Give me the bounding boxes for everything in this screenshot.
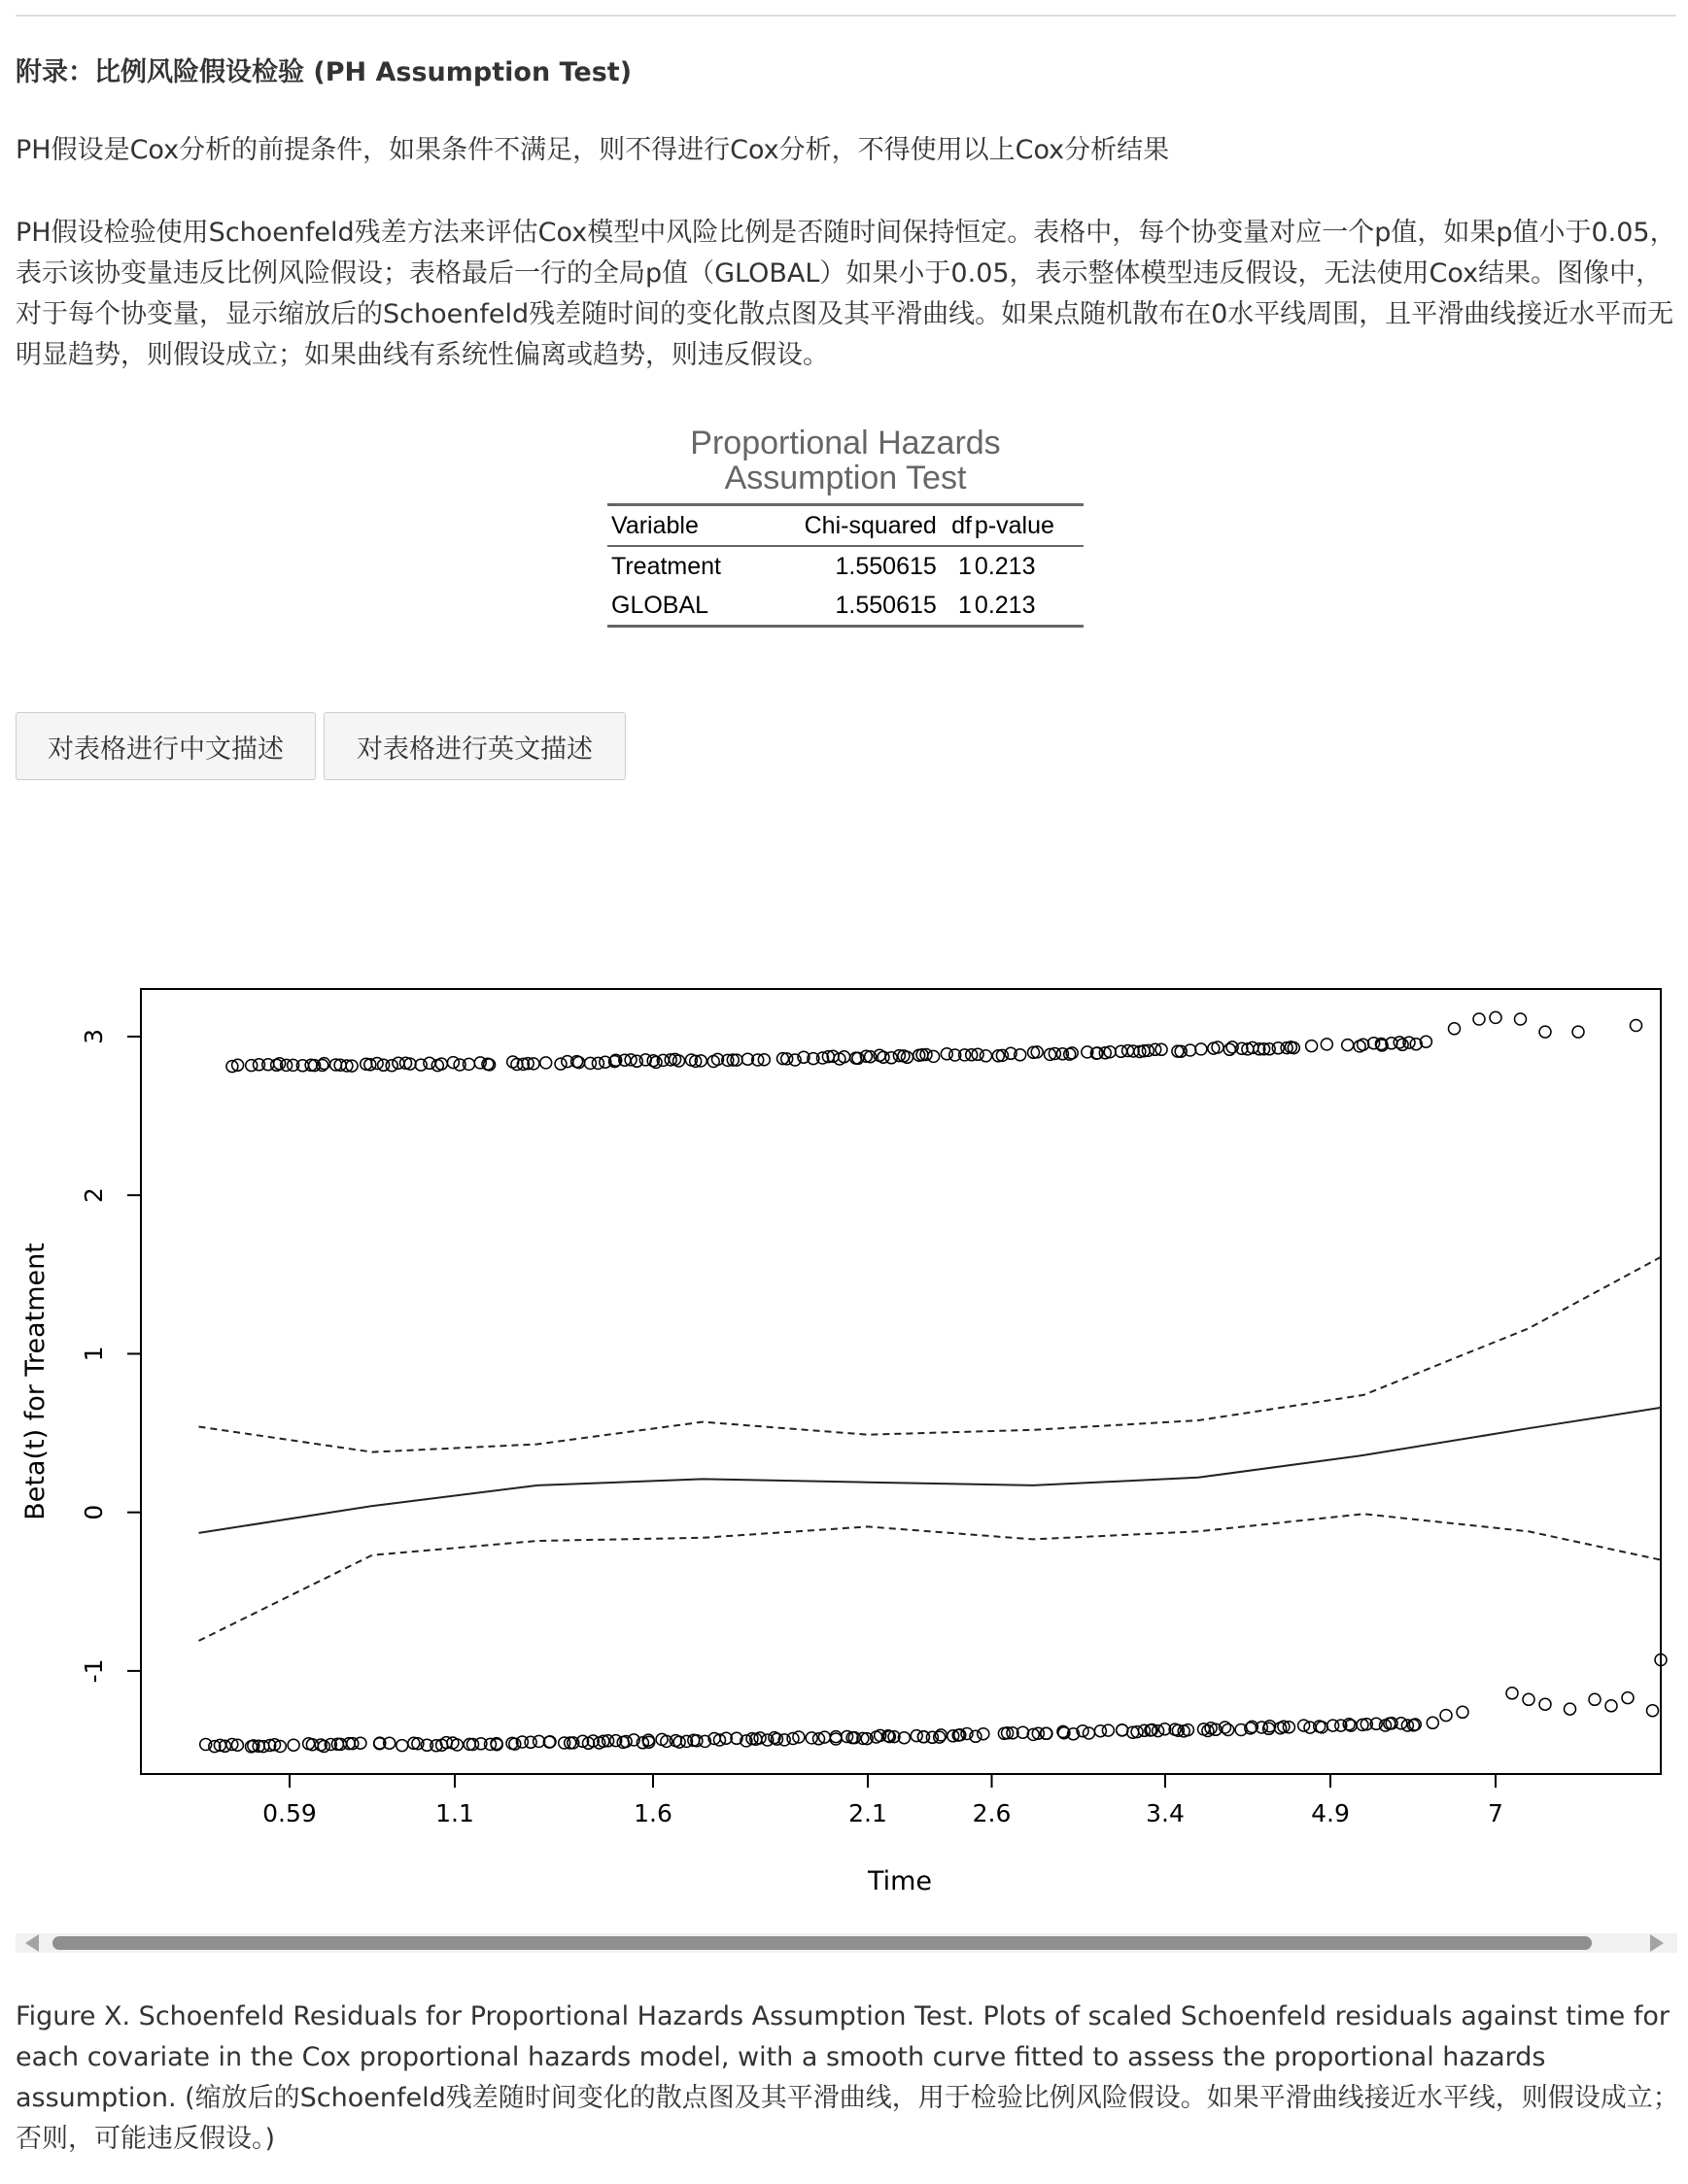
residual-point <box>885 1052 897 1064</box>
residual-point <box>464 1058 475 1070</box>
y-tick-label: 0 <box>80 1504 108 1520</box>
x-tick-label: 0.59 <box>262 1799 317 1827</box>
residual-point <box>1396 1039 1408 1050</box>
scroll-right-arrow-icon[interactable] <box>1650 1934 1664 1952</box>
residual-point <box>1195 1043 1207 1055</box>
residual-point <box>978 1728 989 1740</box>
residual-point <box>540 1057 552 1069</box>
residual-point <box>1605 1700 1617 1712</box>
cell-df: 1 <box>958 552 972 580</box>
residual-point <box>1539 1026 1551 1038</box>
describe-table-english-button[interactable]: 对表格进行英文描述 <box>324 712 626 780</box>
residual-point <box>1622 1692 1634 1704</box>
residual-point <box>1515 1013 1527 1025</box>
residual-point <box>451 1739 463 1751</box>
residual-point <box>1589 1693 1601 1705</box>
header-chi-squared: Chi-squared <box>804 511 937 539</box>
cell-p-value: 0.213 <box>974 552 1036 580</box>
x-tick-label: 1.6 <box>634 1799 672 1827</box>
residual-point <box>941 1048 952 1060</box>
description-text: PH假设检验使用Schoenfeld残差方法来评估Cox模型中风险比例是否随时间保持恒定。表格中，每个协变量对应一个p值，如果p值小于0.05，表示该协变量违反比例风险假设；表格最后一行的全局p值（GLOBAL）如果小于0.05，表示整体模型违反假设，无法使用Cox结果。图像中，对于每个协变量，显示缩放后的Schoenfeld残差随时间的变化散点图及其平滑曲线。如果点随机散布在0水平线周围，且平滑曲线接近水平而无明显趋势，则假设成立；如果曲线有系统性偏离或趋势，则违反假设。 <box>16 218 1676 370</box>
residual-point <box>435 1058 447 1070</box>
cell-p-value: 0.213 <box>974 591 1036 619</box>
x-tick-label: 3.4 <box>1146 1799 1185 1827</box>
cell-variable: GLOBAL <box>611 591 709 619</box>
residual-point <box>1212 1041 1223 1053</box>
section-heading: 附录：比例风险假设检验 (PH Assumption Test) <box>16 57 633 87</box>
residual-point <box>673 1055 685 1067</box>
residual-point <box>1342 1040 1354 1051</box>
figure-caption: Figure X. Schoenfeld Residuals for Proportional Hazards Assumption Test. Plots of scaled Schoenfeld residuals against time for each covariate in the Cox proportional hazards model, with a smooth curve fitted to assess the proportional hazards assumption. (缩放后的Schoenfeld残差随时间变化的散点图及其平滑曲线，用于检验比例风险假设。如果平滑曲线接近水平线，则假设成立；否则，可能违反假设。) <box>16 2001 1679 2154</box>
x-tick-label: 1.1 <box>435 1799 474 1827</box>
x-axis-title: Time <box>867 1866 933 1896</box>
scroll-left-arrow-icon[interactable] <box>25 1934 39 1952</box>
header-df: df <box>951 511 972 539</box>
smooth-fit-line <box>199 1408 1662 1533</box>
residual-point <box>1041 1727 1052 1739</box>
cell-df: 1 <box>958 591 972 619</box>
y-tick-label: 3 <box>80 1029 108 1044</box>
table-title-line-2: Assumption Test <box>724 460 967 496</box>
residual-point <box>1427 1717 1438 1728</box>
describe-table-chinese-button[interactable]: 对表格进行中文描述 <box>16 712 316 780</box>
x-tick-label: 2.1 <box>848 1799 887 1827</box>
residual-point <box>981 1050 992 1062</box>
residual-point <box>288 1739 299 1751</box>
residual-point <box>1506 1688 1518 1699</box>
y-tick-label: 2 <box>80 1187 108 1204</box>
residual-point <box>1457 1706 1468 1718</box>
residual-point <box>1523 1693 1534 1705</box>
residual-point <box>1565 1703 1576 1715</box>
residual-point <box>447 1057 459 1069</box>
residual-point <box>1631 1020 1642 1032</box>
x-tick-label: 4.9 <box>1311 1799 1350 1827</box>
residual-point <box>415 1059 427 1071</box>
residual-point <box>1539 1698 1551 1710</box>
residual-point <box>1102 1724 1114 1736</box>
residual-point <box>1647 1705 1659 1717</box>
residual-point <box>1306 1041 1318 1052</box>
x-tick-label: 2.6 <box>972 1799 1012 1827</box>
residual-point <box>555 1058 567 1070</box>
residual-point <box>1223 1724 1234 1736</box>
upper-confidence-band <box>199 1257 1662 1452</box>
cell-chi-squared: 1.550615 <box>835 552 937 580</box>
header-variable: Variable <box>611 511 699 539</box>
cell-variable: Treatment <box>611 552 722 580</box>
residual-point <box>1440 1710 1452 1722</box>
residual-point <box>396 1740 408 1752</box>
table-title-line-1: Proportional Hazards <box>690 425 1001 461</box>
y-tick-label: 1 <box>80 1346 108 1362</box>
plot-frame <box>141 989 1661 1774</box>
residual-point <box>1117 1724 1128 1736</box>
residual-point <box>1473 1013 1485 1025</box>
residual-point <box>386 1060 397 1072</box>
scrollbar-thumb[interactable] <box>52 1936 1592 1950</box>
y-axis-title: Beta(t) for Treatment <box>20 1243 51 1520</box>
residual-point <box>1490 1011 1501 1023</box>
residual-point <box>1358 1039 1369 1050</box>
residual-point <box>424 1057 435 1069</box>
residual-point <box>1321 1039 1332 1050</box>
lower-confidence-band <box>199 1514 1662 1641</box>
residual-point <box>839 1051 850 1063</box>
intro-text: PH假设是Cox分析的前提条件，如果条件不满足，则不得进行Cox分析，不得使用以上Cox分析结果 <box>16 135 1170 165</box>
residual-point <box>928 1050 940 1062</box>
residual-point <box>754 1732 766 1744</box>
residual-point <box>1572 1026 1584 1038</box>
header-p-value: p-value <box>974 511 1054 539</box>
residual-point <box>1449 1023 1461 1035</box>
y-tick-label: -1 <box>80 1658 108 1684</box>
residual-point <box>544 1736 556 1748</box>
x-tick-label: 7 <box>1488 1799 1503 1827</box>
cell-chi-squared: 1.550615 <box>835 591 937 619</box>
residual-point <box>355 1737 366 1749</box>
